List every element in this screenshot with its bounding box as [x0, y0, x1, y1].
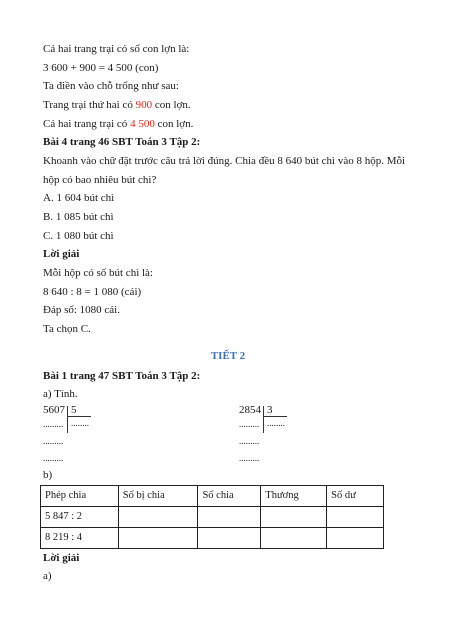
- division-bar-horizontal: [263, 416, 287, 417]
- divisor: 3: [267, 404, 273, 416]
- text-fragment: Cả hai trang trại có: [43, 117, 131, 130]
- division-bar-vertical: [67, 406, 68, 433]
- solution-label: Lời giải: [43, 551, 80, 564]
- table-cell: [327, 506, 384, 527]
- blank-dots: .........: [43, 436, 64, 446]
- long-division-block: [43, 404, 413, 466]
- text-line: 3 600 + 900 = 4 500 (con): [43, 61, 159, 74]
- text-fragment: con lợn.: [154, 117, 194, 130]
- part-label: b): [43, 469, 53, 481]
- option-c: C. 1 080 bút chì: [43, 229, 114, 242]
- section-title: TIẾT 2: [210, 349, 246, 362]
- blank-dots: .........: [239, 453, 260, 463]
- answer-value: 900: [135, 99, 153, 112]
- text-fragment: con lợn.: [152, 99, 191, 112]
- text-line: Cả hai trang trại có số con lợn là:: [43, 43, 190, 55]
- dividend: 2854: [239, 404, 261, 416]
- table-cell: [261, 506, 327, 527]
- table-cell: [118, 527, 198, 548]
- table-row: [41, 527, 384, 548]
- option-b: B. 1 085 bút chì: [43, 210, 114, 223]
- text-line: [43, 115, 413, 134]
- table-cell: [198, 506, 261, 527]
- exercise-title: Bài 1 trang 47 SBT Toán 3 Tập 2:: [43, 369, 201, 382]
- part-label: a) Tính.: [43, 388, 78, 401]
- part-label: a): [43, 570, 52, 583]
- document-page: [43, 40, 413, 586]
- blank-dots: .........: [43, 419, 64, 429]
- blank-dots: .........: [239, 419, 260, 429]
- solution-label: Lời giải: [43, 248, 80, 261]
- divisor: 5: [71, 404, 77, 416]
- table-header-row: [41, 485, 384, 506]
- division-bar-horizontal: [67, 416, 91, 417]
- table-cell: 5 847 : 2: [41, 506, 119, 527]
- division-table: [40, 485, 384, 549]
- option-a: A. 1 604 bút chì: [43, 192, 115, 205]
- table-header: Thương: [261, 485, 327, 506]
- division-bar-vertical: [263, 406, 264, 433]
- exercise-question: Khoanh vào chữ đặt trước câu trả lời đúng. Chia đều 8 640 bút chì vào 8 hộp. Mỗi hộp có bao nhiêu bút chì?: [43, 155, 406, 186]
- solution-line: Mỗi hộp có số bút chì là:: [43, 266, 153, 279]
- table-cell: [118, 506, 198, 527]
- dividend: 5607: [43, 404, 65, 416]
- blank-dots: .........: [239, 436, 260, 446]
- table-header: Số chia: [198, 485, 261, 506]
- exercise-title: Bài 4 trang 46 SBT Toán 3 Tập 2:: [43, 136, 201, 149]
- table-header: Số dư: [327, 485, 384, 506]
- text-fragment: Trang trại thứ hai có: [43, 99, 136, 112]
- table-header: Số bị chia: [118, 485, 198, 506]
- table-row: [41, 506, 384, 527]
- solution-line: Ta chọn C.: [43, 322, 91, 335]
- blank-dots: .........: [43, 453, 64, 463]
- table-header: Phép chia: [41, 485, 119, 506]
- solution-line: Đáp số: 1080 cái.: [43, 304, 120, 317]
- answer-value: 4 500: [130, 117, 155, 130]
- table-cell: [327, 527, 384, 548]
- table-cell: [261, 527, 327, 548]
- text-line: Ta điền vào chỗ trống như sau:: [43, 80, 179, 93]
- blank-dots: ........: [71, 418, 89, 428]
- blank-dots: ........: [267, 418, 285, 428]
- text-line: [43, 96, 413, 115]
- table-cell: [198, 527, 261, 548]
- table-cell: 8 219 : 4: [41, 527, 119, 548]
- solution-line: 8 640 : 8 = 1 080 (cái): [43, 285, 142, 298]
